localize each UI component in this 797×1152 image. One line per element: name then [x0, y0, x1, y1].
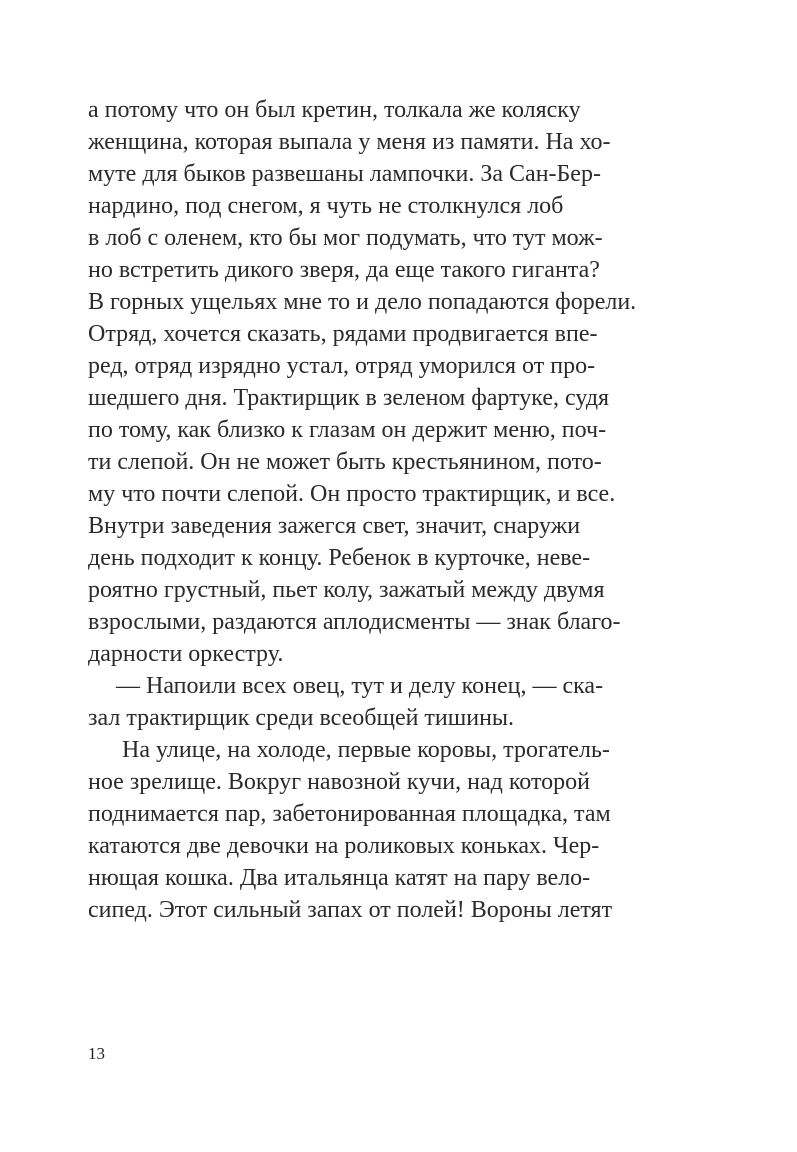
text-line: ред, отряд изрядно устал, отряд уморился от про- — [88, 353, 596, 379]
paragraph — [88, 734, 668, 926]
text-line: муте для быков развешаны лампочки. За Сан-Бер- — [88, 161, 601, 187]
text-line: но встретить дикого зверя, да еще такого гиганта? — [88, 257, 600, 283]
text-line: Отряд, хочется сказать, рядами продвигается впе- — [88, 321, 598, 347]
text-line: — Напоили всех овец, тут и делу конец, — ска- — [116, 673, 604, 699]
text-line: в лоб с оленем, кто бы мог подумать, что тут мож- — [88, 225, 603, 251]
text-line: му что почти слепой. Он просто трактирщик, и все. — [88, 481, 616, 507]
text-line: ти слепой. Он не может быть крестьянином, пото- — [88, 449, 602, 475]
text-line: роятно грустный, пьет колу, зажатый между двумя — [88, 577, 605, 603]
page-number: 13 — [88, 1044, 105, 1063]
text-line: дарности оркестру. — [88, 641, 284, 667]
text-line: нардино, под снегом, я чуть не столкнулся лоб — [88, 193, 564, 219]
text-line: зал трактирщик среди всеобщей тишины. — [88, 705, 515, 731]
text-line: Внутри заведения зажегся свет, значит, снаружи — [88, 513, 581, 539]
paragraph — [88, 670, 668, 734]
text-line: день подходит к концу. Ребенок в курточке, неве- — [88, 545, 591, 571]
text-line: нющая кошка. Два итальянца катят на пару вело- — [88, 865, 591, 891]
text-line: по тому, как близко к глазам он держит меню, поч- — [88, 417, 607, 443]
text-line: В горных ущельях мне то и дело попадаются форели. — [88, 289, 637, 315]
text-line: а потому что он был кретин, толкала же коляску — [88, 97, 581, 123]
text-line: сипед. Этот сильный запах от полей! Вороны летят — [88, 897, 613, 923]
text-block — [88, 94, 668, 926]
paragraph — [88, 94, 668, 670]
text-line: катаются две девочки на роликовых коньках. Чер- — [88, 833, 600, 859]
text-line: поднимается пар, забетонированная площадка, там — [88, 801, 611, 827]
text-line: шедшего дня. Трактирщик в зеленом фартуке, судя — [88, 385, 610, 411]
text-line: женщина, которая выпала у меня из памяти. На хо- — [88, 129, 611, 155]
text-line: На улице, на холоде, первые коровы, трогатель- — [116, 737, 610, 763]
text-line: взрослыми, раздаются аплодисменты — знак благо- — [88, 609, 621, 635]
text-line: ное зрелище. Вокруг навозной кучи, над которой — [88, 769, 590, 795]
